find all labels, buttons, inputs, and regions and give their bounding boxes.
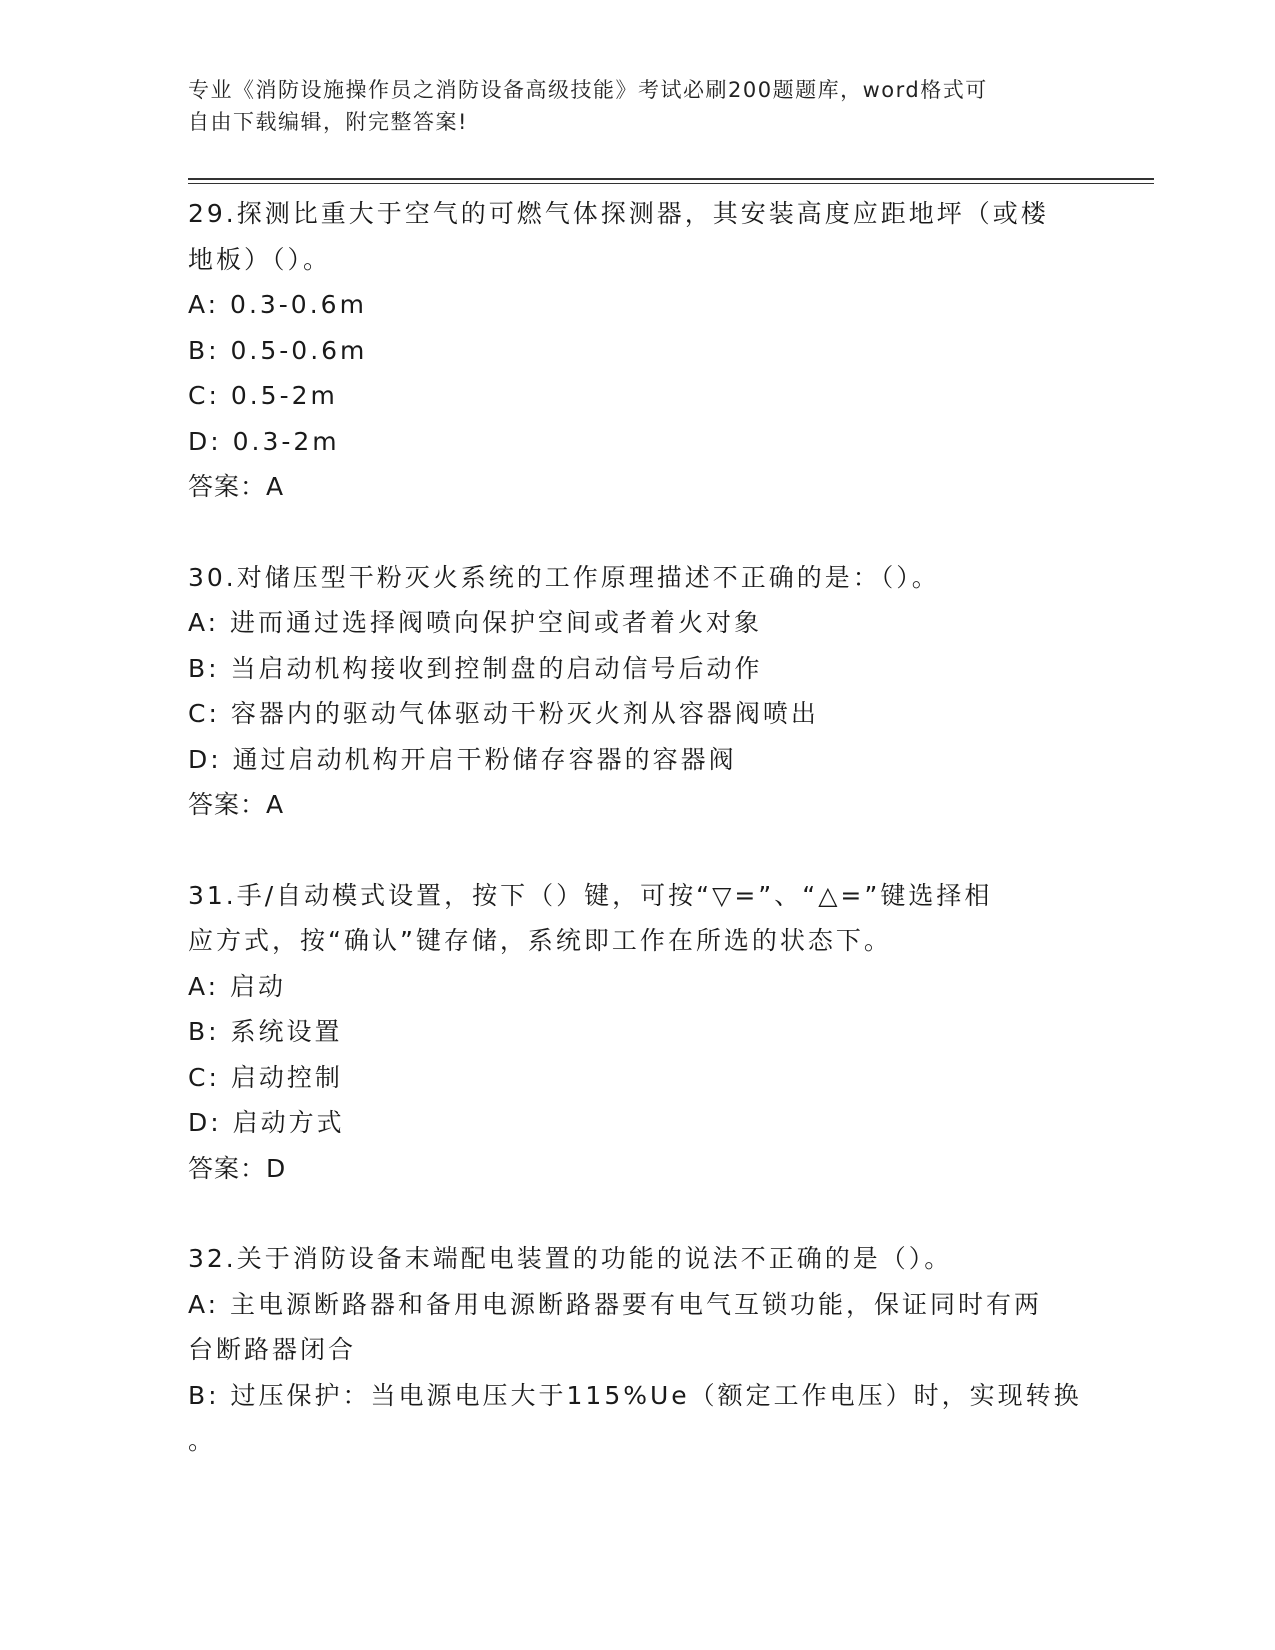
option-a: A: 0.3-0.6m (188, 290, 367, 319)
option-c: C: 0.5-2m (188, 381, 338, 410)
header-line-1: 专业《消防设施操作员之消防设备高级技能》考试必刷200题题库，word格式可 (188, 78, 988, 102)
header-divider-thin (188, 183, 1154, 184)
question-stem-continued: 应方式，按“确认”键存储，系统即工作在所选的状态下。 (188, 926, 892, 955)
option-a-continued: 台断路器闭合 (188, 1335, 357, 1364)
question-list (188, 191, 1088, 1509)
answer-line: 答案：A (188, 472, 285, 501)
answer-line: 答案：A (188, 790, 285, 819)
option-b: B: 0.5-0.6m (188, 335, 368, 365)
option-c: C: 容器内的驱动气体驱动干粉灭火剂从容器阀喷出 (188, 699, 819, 728)
answer-line: 答案：D (188, 1153, 287, 1183)
option-a: A: 启动 (188, 971, 287, 1001)
option-b-continued: 。 (188, 1426, 217, 1455)
option-b: B: 当启动机构接收到控制盘的启动信号后动作 (188, 653, 763, 683)
question-stem: 32.关于消防设备末端配电装置的功能的说法不正确的是（）。 (188, 1244, 953, 1273)
option-a: A: 进而通过选择阀喷向保护空间或者着火对象 (188, 608, 763, 637)
question-32 (188, 1236, 1088, 1464)
option-b: B: 过压保护：当电源电压大于115%Ue（额定工作电压）时，实现转换 (188, 1380, 1082, 1410)
option-b: B: 系统设置 (188, 1017, 343, 1046)
question-31 (188, 873, 1088, 1192)
question-stem: 29.探测比重大于空气的可燃气体探测器，其安装高度应距地坪（或楼 (188, 199, 1049, 228)
document-header (188, 74, 1068, 138)
question-29 (188, 191, 1088, 510)
question-30 (188, 555, 1088, 828)
option-d: D: 0.3-2m (188, 426, 340, 456)
option-c: C: 启动控制 (188, 1062, 343, 1092)
question-stem-continued: 地板）（）。 (188, 244, 332, 274)
header-divider-thick (188, 178, 1154, 180)
question-stem: 30.对储压型干粉灭火系统的工作原理描述不正确的是：（）。 (188, 562, 940, 592)
option-d: D: 启动方式 (188, 1108, 345, 1137)
option-d: D: 通过启动机构开启干粉储存容器的容器阀 (188, 744, 737, 774)
option-a: A: 主电源断路器和备用电源断路器要有电气互锁功能，保证同时有两 (188, 1289, 1043, 1319)
question-stem: 31.手/自动模式设置，按下（）键，可按“▽=”、“△=”键选择相 (188, 880, 993, 910)
header-line-2: 自由下载编辑，附完整答案! (188, 110, 468, 134)
